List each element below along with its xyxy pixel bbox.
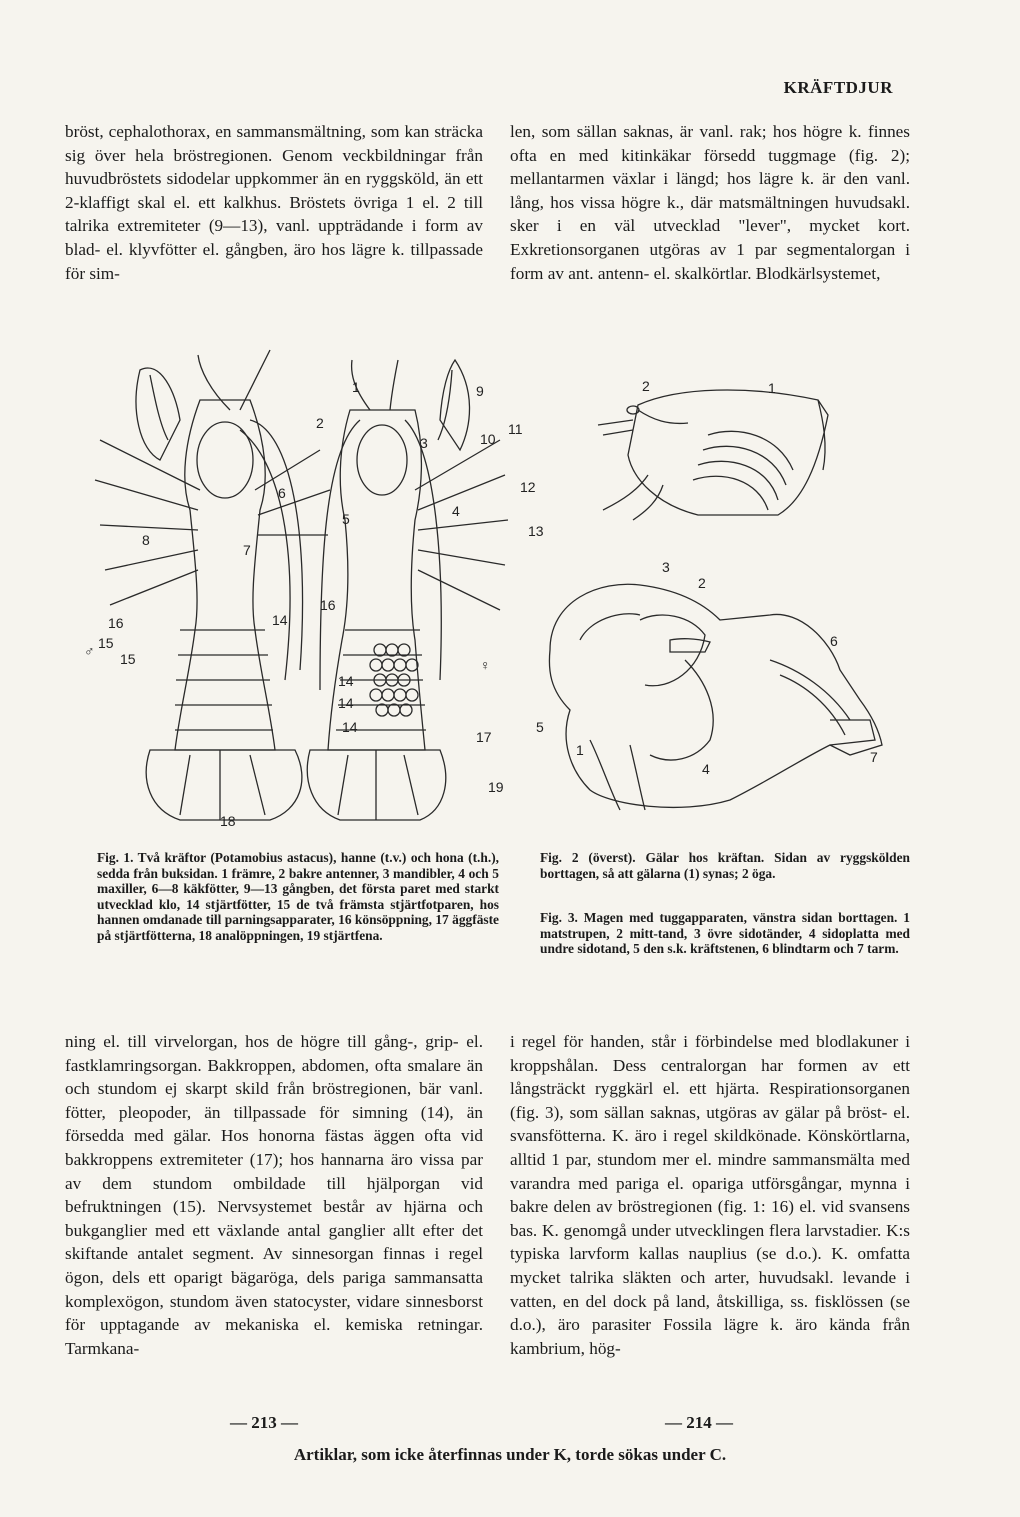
fig1-label: 7	[243, 542, 251, 558]
fig1-label: 14	[338, 695, 354, 711]
figure-1-crayfish	[80, 330, 544, 830]
fig3-label: 6	[830, 633, 838, 649]
fig2-label: 2	[642, 378, 650, 394]
fig3-label: 3	[662, 559, 670, 575]
fig1-label: 16	[108, 615, 124, 631]
fig1-label: 18	[220, 813, 236, 829]
fig3-label: 7	[870, 749, 878, 765]
column-bottom-left	[65, 1030, 483, 1360]
fig3-label: 5	[536, 719, 544, 735]
fig1-label: 2	[316, 415, 324, 431]
fig1-label: 4	[452, 503, 460, 519]
fig1-label: 9	[476, 383, 484, 399]
column-bottom-right	[510, 1030, 910, 1360]
female-sign: ♀	[480, 657, 491, 673]
fig1-label: 16	[320, 597, 336, 613]
figure-3-stomach	[530, 560, 890, 820]
fig1-label: 11	[508, 421, 523, 437]
column-top-left	[65, 120, 483, 285]
footer-note: Artiklar, som icke återfinnas under K, torde sökas under C.	[293, 1445, 727, 1464]
fig1-label: 14	[338, 673, 354, 689]
body-text: i regel för handen, står i förbindelse med blodlakuner i kroppshålan. Dess centralorgan har formen av ett långsträckt ryggkärl el. ett hjärta. Respirationsorganen (fig. 3), som sällan saknas, utgöras av gälar på bröst- el. svansfötterna. K. äro i regel skildkönade. Könskörtlarna, alltid 1 par, stundom mer el. mindre sammansmälta med varandra med pariga el. opariga utförsgångar, mynna i bakre delen av bröstregionen (fig. 1: 16) el. vid svansens bas. K. genomgå under utvecklingen flera larvstadier. K:s typiska larvform kallas nauplius (se d.o.). K. omfatta mycket talrika släkten och arter, huvudsakl. levande i vatten, en del dock på land, åtskilliga, ss. fisklössen (se d.o.), äro parasiter Fossila lägre k. äro kända från kambrium, hög-	[510, 1032, 910, 1358]
figure-3-caption: Fig. 3. Magen med tuggapparaten, vänstra sidan borttagen. 1 matstrupen, 2 mitt-tand, 3 övre sidotänder, 4 sidoplatta med undre sidotand, 5 den s.k. kräftstenen, 6 blindtarm och 7 tarm.	[540, 910, 910, 957]
figure-2-caption: Fig. 2 (överst). Gälar hos kräftan. Sidan av ryggskölden borttagen, så att gälarna (1) synas; 2 öga.	[540, 850, 910, 881]
fig1-label: 10	[480, 431, 496, 447]
fig1-label: 1	[352, 379, 360, 395]
page-number-right: — 214 —	[665, 1413, 733, 1432]
fig2-label: 1	[768, 380, 776, 396]
stomach-illustration	[549, 584, 882, 810]
gills-illustration	[598, 390, 828, 520]
fig1-label: 3	[420, 435, 428, 451]
fig1-label: 8	[142, 532, 150, 548]
fig1-label: 15	[98, 635, 114, 651]
male-sign: ♂	[84, 643, 95, 659]
body-text: bröst, cephalothorax, en sammansmältning, som kan sträcka sig över hela bröstregionen. Genom veckbildningar från huvudbröstets sidodelar uppkommer än en ryggsköld, än ett 2-klaffigt skal el. ett kalkhus. Bröstets övriga 1 el. 2 till talrika extremiteter (9—13), vanl. uppträdande i form av blad- el. klyvfötter el. gångben, äro hos lägre k. tillpassade för sim-	[65, 122, 483, 283]
page-number-left: — 213 —	[230, 1413, 298, 1432]
fig1-label: 14	[272, 612, 288, 628]
body-text: len, som sällan saknas, är vanl. rak; hos högre k. finnes ofta en med kitinkäkar försedd tuggmage (fig. 2); mellantarmen växlar i längd; hos lägre k. är den vanl. lång, hos vissa högre k., där matsmältningen huvudsakl. sker i en väl utvecklad "lever", mycket kort. Exkretionsorganen utgöras av 1 par segmentalorgan i form av ant. antenn- el. skalkörtlar. Blodkärlsystemet,	[510, 122, 910, 283]
fig1-label: 13	[528, 523, 544, 539]
fig3-label: 1	[576, 742, 584, 758]
fig3-label: 2	[698, 575, 706, 591]
running-head: KRÄFTDJUR	[783, 78, 893, 97]
fig1-label: 12	[520, 479, 536, 495]
fig1-label: 15	[120, 651, 136, 667]
figure-2-gills	[578, 375, 838, 525]
column-top-right	[510, 120, 910, 285]
male-crayfish-illustration	[95, 350, 330, 820]
female-crayfish-illustration	[307, 360, 508, 820]
fig3-label: 4	[702, 761, 710, 777]
fig1-label: 6	[278, 485, 286, 501]
body-text: ning el. till virvelorgan, hos de högre till gång-, grip- el. fastklamringsorgan. Bakkroppen, abdomen, ofta smalare än och stundom ej skarpt skild från bröstregionen, bär vanl. fötter, pleopoder, än tillpassade för simning (14), än försedda med gälar. Hos honorna fästas äggen ofta vid bakkroppens extremiteter (17); hos hannarna äro vissa par av dem stundom ombildade till hjälporgan vid befruktningen (15). Nervsystemet består av hjärna och bukganglier med ett växlande antal ganglier allt efter det skiftande antalet segment. Av sinnesorgan finnas i regel ögon, dels ett oparigt bägaröga, dels pariga sammansatta komplexögon, stundom även statocyster, vidare sinnesborst för upptagande av mekaniska el. kemiska retningar. Tarmkana-	[65, 1032, 483, 1358]
fig1-label: 5	[342, 511, 350, 527]
fig1-label: 17	[476, 729, 492, 745]
figure-1-caption: Fig. 1. Två kräftor (Potamobius astacus), hanne (t.v.) och hona (t.h.), sedda från buksidan. 1 främre, 2 bakre antenner, 3 mandibler, 4 och 5 maxiller, 6—8 käkfötter, 9—13 gångben, det första paret med starkt utvecklad klo, 14 stjärtfötter, 15 de två främsta stjärtfotparen, hos hannen omdanade till parningsapparater, 16 könsöppning, 17 äggfäste på stjärtfötterna, 18 analöppningen, 19 stjärtfena.	[97, 850, 499, 943]
fig1-label: 19	[488, 779, 504, 795]
fig1-label: 14	[342, 719, 358, 735]
